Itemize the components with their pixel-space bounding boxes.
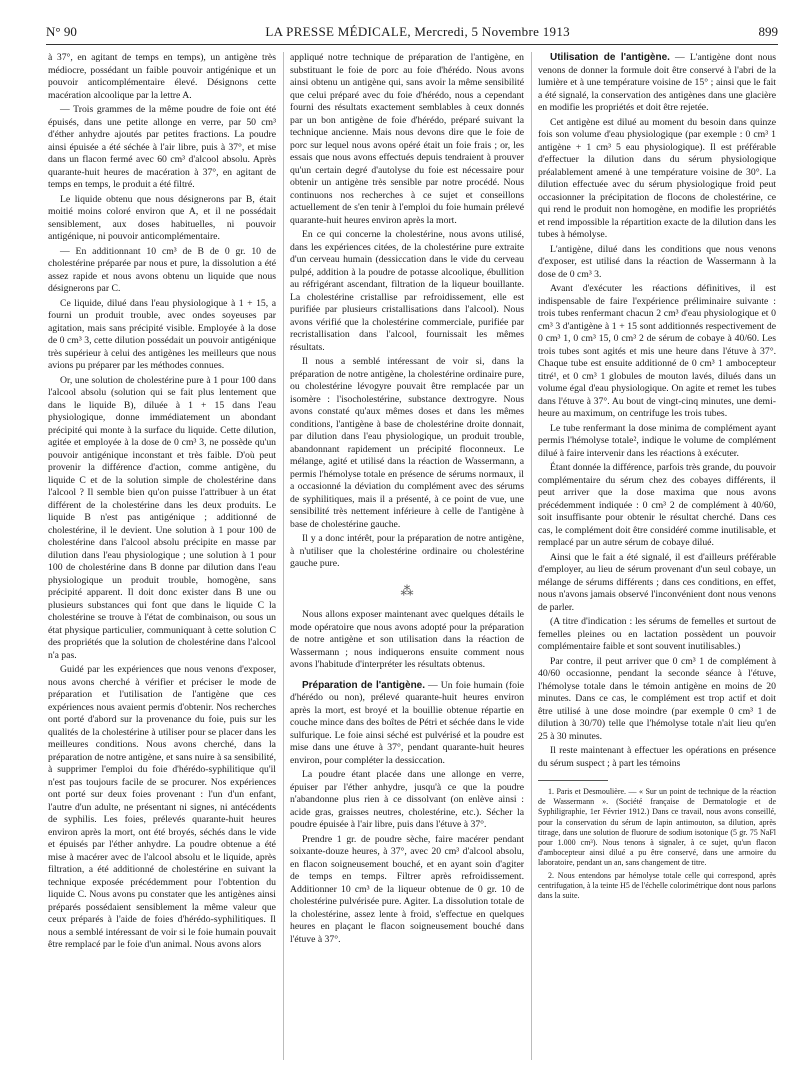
paragraph: Il nous a semblé intéressant de voir si, dans la préparation de notre antigène, la cholestérine ordinaire pure, ou cholestérine lévogyre pouvait être remplacée par un isomère : l'isocholestérine, substance dextrogyre. Nous avons constaté qu'aux mêmes doses et dans les mêmes conditions, l'antigène à base de cholestérine droite donnait, par dilution dans l'eau physiologique, un produit trouble, abandonnant rapidement un précipité floconneux. Le mélange, agité et utilisé dans la réaction de Wassermann, a permis l'hémolyse totale en présence de sérums normaux, il a occasionné la déviation du complément avec des sérums de syphilitiques, mais il a présenté, à ce point de vue, une sensibilité très nettement inférieure à celle de l'antigène à base de cholestérine gauche. — [290, 356, 524, 530]
issue-number: N° 90 — [46, 24, 77, 39]
paragraph: Prendre 1 gr. de poudre sèche, faire macérer pendant soixante-douze heures, à 37°, avec 20 cm³ d'alcool absolu, en flacon soigneusement bouché, et en ayant soin d'agiter de temps en temps. Filtrer après refroidissement. Additionner 10 cm³ de la liqueur obtenue de 0 gr. 10 de cholestérine pulvérisée pure. Agiter. La dissolution totale de la cholestérine, assez lente à froid, s'effectue en quelques heures en plaçant le flacon soigneusement bouché dans l'étuve à 37°. — [290, 833, 524, 945]
paragraph: La poudre étant placée dans une allonge en verre, épuiser par l'éther anhydre, jusqu'à ce que la poudre n'abandonne plus rien à ce dissolvant (on enlève ainsi : acide gras, graisses neutres, cholestérine, etc.). Sécher la poudre épuisée à l'air libre, puis dans l'étuve à 37°. — [290, 769, 524, 830]
paragraph — [290, 680, 524, 768]
paragraph: Avant d'exécuter les réactions définitives, il est indispensable de faire l'expérience préliminaire suivante : trois tubes renfermant chacun 2 cm³ d'eau physiologique et 0 cm³ 3 d'antigène à 1 + 15 sont additionnés respectivement de 0 cm³ 1, 0 cm³ 15, 0 cm³ 2 de sérum de cobaye à 40/60. Les trois tubes sont agités et mis une heure dans l'étuve à 37°. Chaque tube est ensuite additionné de 0 cm³ 1 ambocepteur titré¹, et 0 cm³ 1 globules de mouton lavés, dilués dans un volume égal d'eau physiologique. On agite et remet les tubes dans l'étuve à 37°. Au bout de vingt-cinq minutes, une demi-heure au maximum, on centrifuge les trois tubes. — [538, 283, 776, 419]
paragraph — [538, 52, 776, 115]
column-separator — [531, 52, 532, 1060]
paragraph: à 37°, en agitant de temps en temps), un antigène très médiocre, possédant un faible pouvoir antigénique et un pouvoir anticomplémentaire élevé. Désignons cette macération alcoolique par la lettre A. — [48, 52, 276, 101]
paragraph: Ainsi que le fait a été signalé, il est d'ailleurs préférable d'employer, au lieu de sérum provenant d'un seul cobaye, un mélange de sérums différents ; dans ces conditions, en effet, nous n'avons jamais observé l'inconvénient dont nous venons de parler. — [538, 551, 776, 613]
paragraph: Par contre, il peut arriver que 0 cm³ 1 de complément à 40/60 occasionne, pendant la seconde séance à l'étuve, l'hémolyse totale dans le témoin antigène en moins de 20 minutes. Dans ce cas, le complément est trop actif et doit être utilisé à une dose moindre (par exemple 0 cm³ 1 de dilution à 30/70) telle que l'hémolyse totale n'ait lieu qu'en 25 à 30 minutes. — [538, 655, 776, 742]
page-number: 899 — [758, 24, 778, 39]
paragraph: L'antigène, dilué dans les conditions que nous venons d'exposer, est utilisé dans la réaction de Wassermann à la dose de 0 cm³ 3. — [538, 243, 776, 280]
footnote-rule — [538, 780, 608, 781]
footnote: 1. Paris et Desmoulière. — « Sur un point de technique de la réaction de Wassermann ». (Société française de Dermatologie et de Syphiligraphie, 1er Février 1912.) Dans ce travail, nous avons conseillé, pour la conservation du sérum de lapin antimouton, sa dilution, après titrage, dans une solution de fluorure de sodium isotonique (5 gr. 75 NaFl pour 1.000 cm³). Nous tenons à signaler, à ce sujet, qu'un flacon d'ambocepteur ainsi dilué a pu être conservé, dans une armoire du laboratoire, pendant un an, sans changement de titre. — [538, 787, 776, 868]
running-header — [46, 24, 778, 44]
paragraph: — En additionnant 10 cm³ de B de 0 gr. 10 de cholestérine préparée par nous et pure, la dissolution a été assez rapide et nous avons obtenu un liquide que nous désignerons par C. — [48, 245, 276, 294]
section-heading-utilisation: Utilisation de l'antigène. — [550, 52, 670, 63]
column-separator — [283, 52, 284, 1060]
paragraph: Le liquide obtenu que nous désignerons par B, était moitié moins coloré environ que A, et il ne possédait sensiblement, aux doses habituelles, ni pouvoir antigénique, ni pouvoir anticomplémentaire. — [48, 193, 276, 242]
section-break-asterism: ⁂ — [400, 582, 414, 598]
paragraph: — Trois grammes de la même poudre de foie ont été épuisés, dans une petite allonge en verre, par 50 cm³ d'éther anhydre ajoutés par petites fractions. La poudre ainsi épuisée a été séchée à l'air libre, puis à 37°, et mise dans un flacon fermé avec 60 cm³ d'alcool absolu. Après quarante-huit heures de macération à 37°, en agitant de temps en temps, le produit a été filtré. — [48, 104, 276, 190]
paragraph: Le tube renfermant la dose minima de complément ayant permis l'hémolyse totale², indique le volume de complément dilué à faire intervenir dans les réactions à exécuter. — [538, 422, 776, 459]
paragraph: Il reste maintenant à effectuer les opérations en présence du sérum suspect ; à part les témoins — [538, 745, 776, 769]
header-rule — [46, 44, 778, 45]
paragraph: Il y a donc intérêt, pour la préparation de notre antigène, à n'utiliser que la cholestérine ordinaire ou cholestérine gauche pure. — [290, 533, 524, 569]
paragraph: Ce liquide, dilué dans l'eau physiologique à 1 + 15, a fourni un produit trouble, avec ondes soyeuses par agitation, mais sans précipité visible. Employée à la dose de 0 cm³ 3, cette dilution possédait un pouvoir antigénique très supérieur à celui des antigènes les meilleurs que nous avions pu préparer par les méthodes connues. — [48, 297, 276, 371]
paragraph: En ce qui concerne la cholestérine, nous avons utilisé, dans les expériences citées, de la cholestérine pure extraite d'un cerveau humain (dessiccation dans le vide du cerveau pulpé, addition à la poudre de potasse alcoolique, ébullition au réfrigérant ascendant, filtration de la liqueur bouillante. La cholestérine cristallise par refroidissement, elle est purifiée par plusieurs cristallisations dans l'alcool). Nous avons vérifié que la cholestérine commerciale, purifiée par recristallisation dans l'alcool, fournissait les mêmes résultats. — [290, 229, 524, 353]
paragraph: Cet antigène est dilué au moment du besoin dans quinze fois son volume d'eau physiologique (par exemple : 0 cm³ 1 antigène + 1 cm³ 5 eau physiologique). Il est préférable d'effectuer la dilution dans du sérum physiologique préalablement amené à une température voisine de 30°. La dilution effectuée avec du sérum physiologique froid peut occasionner la précipitation de flocons de cholestérine, ce qui rend le produit non homogène, en modifie les propriétés et rend impossible la répartition exacte de la dilution dans les tubes à hémolyse. — [538, 116, 776, 240]
paragraph: Or, une solution de cholestérine pure à 1 pour 100 dans l'alcool absolu (solution qui se fait plus lentement que dans le liquide B), diluée à 1 + 15 dans l'eau physiologique, donne immédiatement un abondant précipité qui monte à la surface du liquide. Cette dilution, agitée et employée à la dose de 0 cm³ 3, ne possède qu'un pouvoir antigénique inconstant et très faible. D'où peut provenir la différence d'action, comme antigène, du liquide C et de la solution simple de cholestérine dans l'alcool ? Il semble bien qu'on puisse l'attribuer à un état différent de la cholestérine dans les deux produits. Le liquide B n'est pas antigénique ; additionné de cholestérine, il le devient. Une solution à 1 pour 100 de cholestérine dans l'alcool absolu précipite en masse par dilution dans l'eau physiologique ; une solution à 1 pour 100 de cholestérine dans B donne par dilution dans l'eau physiologique un produit trouble, homogène, sans précipité apparent. Il doit donc exister dans B une ou plusieurs substances qui font que dans le liquide C la cholestérine se trouve à l'état de combinaison, ou sous un état physique particulier, communiquant à cette solution C des propriétés que la solution de cholestérine dans l'alcool n'a pas. — [48, 374, 276, 661]
paragraph: Nous allons exposer maintenant avec quelques détails le mode opératoire que nous avons adopté pour la préparation de notre antigène et son utilisation dans la réaction de Wassermann ; nous indiquerons ensuite comment nous avons l'habitude d'interpréter les résultats obtenus. — [290, 609, 524, 670]
paragraph-text: — Un foie humain (foie d'hérédo ou non), prélevé quarante-huit heures environ après la mort, est broyé et la bouillie obtenue répartie en couche mince dans des boîtes de Pétri et séchée dans le vide sulfurique. Le foie ainsi séché est pulvérisé et la poudre est mise dans une étuve à 37°, pendant quarante-huit heures environ, pour compléter la dessiccation. — [290, 679, 524, 766]
column-left — [48, 52, 276, 1072]
paragraph: appliqué notre technique de préparation de l'antigène, en substituant le foie de porc au foie d'hérédo. Nous avons ainsi obtenu un antigène qui, sans avoir la même sensibilité que celui préparé avec du foie d'hérédo, nous a cependant fourni des résultats exactement semblables à ceux donnés par un bon antigène de foie d'hérédo, préparé suivant la technique ancienne. Mais nous devons dire que le foie de porc sur lequel nous avons opéré était un foie frais ; or, les essais que nous avons effectués depuis tendraient à prouver qu'un certain degré d'autolyse du foie est nécessaire pour obtenir un antigène très sensible par notre procédé. Nous continuons nos recherches à ce sujet et conseillons actuellement de s'en tenir à l'emploi du foie humain prélevé quarante-huit heures environ après la mort. — [290, 52, 524, 226]
journal-title: LA PRESSE MÉDICALE, Mercredi, 5 Novembre 1913 — [265, 24, 570, 39]
section-heading-preparation: Préparation de l'antigène. — [302, 679, 426, 691]
paragraph: (A titre d'indication : les sérums de femelles et surtout de femelles pleines ou en lactation possèdent un pouvoir complémentaire faible et sont souvent inutilisables.) — [538, 616, 776, 652]
column-right — [538, 52, 776, 1072]
column-middle — [290, 52, 524, 1072]
footnote: 2. Nous entendons par hémolyse totale celle qui correspond, après centrifugation, à la teinte H5 de l'échelle colorimétrique dont nous parlons dans la suite. — [538, 870, 776, 901]
paragraph: Guidé par les expériences que nous venons d'exposer, nous avons cherché à vérifier et préciser le mode de préparation et l'utilisation de l'antigène que ces expériences nous avaient permis d'obtenir. Nos recherches ont porté d'abord sur la provenance du foie, puis sur les qualités de la cholestérine à utiliser pour se placer dans les meilleures conditions. Nous avons cherché, dans la préparation de notre antigène, et sans nuire à sa sensibilité, à supprimer l'emploi du foie d'hérédo-syphilitique qu'il n'est pas toujours facile de se procurer. Nos expériences ont porté sur deux foies provenant : l'un d'un enfant, l'autre d'un adulte, ne présentant ni signes, ni antécédents de syphilis. Les foies, prélevés quarante-huit heures environ après la mort, ont été broyés, séchés dans le vide et épuisés par l'éther anhydre. La poudre obtenue a été mise à macérer avec de l'alcool absolu et le liquide, après filtration, a été additionné de cholestérine en suivant la technique exposée précédemment pour l'obtention du liquide C. Nous avons pu constater que les antigènes ainsi préparés possédaient sensiblement la même valeur que ceux préparés à l'aide de foies d'hérédo-syphilitiques. Il nous a semblé intéressant de voir si le foie humain pouvait être remplacé par le foie d'un animal. Nous avons alors — [48, 664, 276, 950]
paragraph: Étant donnée la différence, parfois très grande, du pouvoir complémentaire du sérum chez des cobayes différents, il peut arriver que la dose maxima que nous avons précédemment indiquée : 0 cm³ 2 de complément à 40/60, soit insuffisante pour obtenir le résultat cherché. Dans ces cas, le complément doit être considéré comme inutilisable, et remplacé par un autre sérum de cobaye dilué. — [538, 462, 776, 548]
paragraph-text: — L'antigène dont nous venons de donner la formule doit être conservé à l'abri de la lumière et à une température voisine de 15° ; ainsi que le fait a été signalé, la conservation des antigènes dans une glacière en modifie les propriétés et doit être rejetée. — [538, 52, 776, 113]
